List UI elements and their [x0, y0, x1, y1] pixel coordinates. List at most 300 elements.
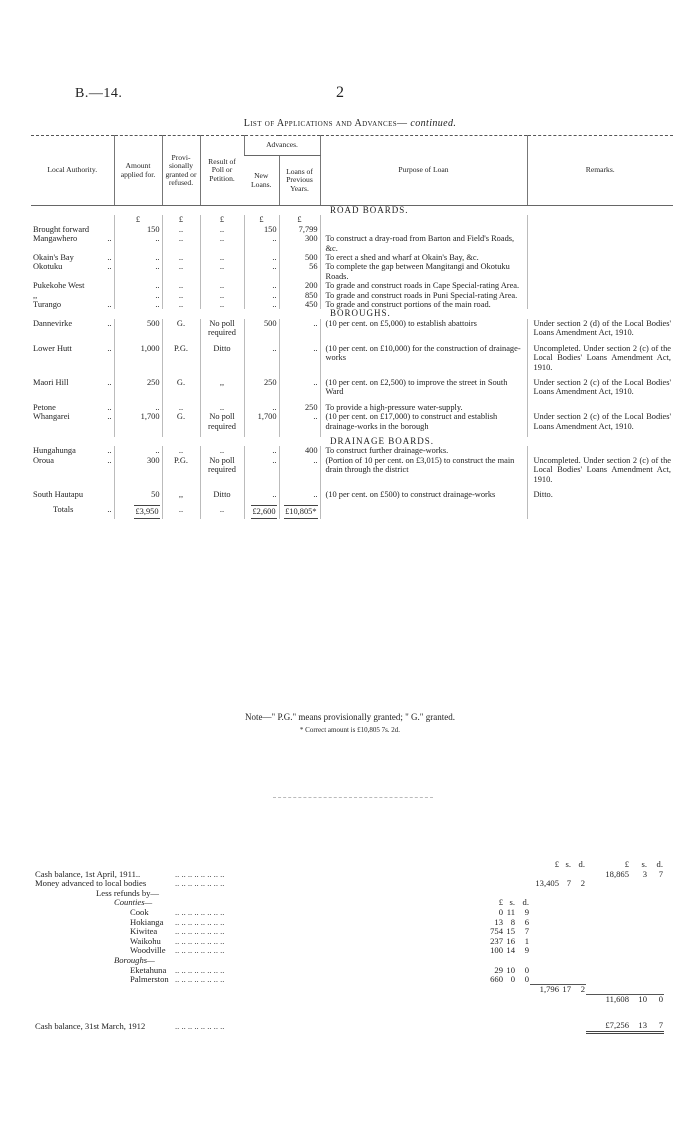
amount-cell: ..	[114, 234, 162, 253]
authority-name: South Hautapu	[33, 489, 84, 499]
table-row	[31, 403, 673, 412]
cash-label: Counties—	[114, 897, 153, 908]
amount-pence	[572, 918, 586, 928]
col-provisionally: Provi-sionally granted or refused.	[162, 136, 200, 206]
currency-spacer	[31, 215, 114, 224]
amount-pence: 9	[524, 945, 529, 956]
amount-pence: 7	[648, 1021, 664, 1032]
currency-symbol: £	[244, 215, 279, 224]
remarks-cell: Ditto.	[527, 490, 673, 499]
amount-shillings	[630, 908, 648, 918]
amount-pounds	[586, 889, 630, 899]
new-loans-cell: ..	[244, 490, 279, 499]
authority-cell	[31, 412, 114, 431]
authority-cell	[31, 378, 114, 397]
amount-pounds: £7,256	[586, 1021, 630, 1032]
provisional-cell: ..	[162, 403, 200, 412]
spacer-cell	[560, 1005, 572, 1021]
amount-shillings: 8	[510, 916, 515, 927]
spacer-cell	[516, 1005, 530, 1021]
amount-shillings	[560, 966, 572, 976]
purpose-cell: To grade and construct roads in Puni Special-rating Area.	[320, 291, 527, 300]
amount-pounds	[586, 985, 630, 995]
leader-dots: .. .. .. .. .. .. .. ..	[175, 869, 225, 879]
cash-label: Cook	[130, 906, 149, 917]
authority-cell	[31, 446, 114, 455]
boroughs-label-row	[34, 956, 664, 966]
amount-pounds	[586, 946, 630, 956]
authority-name: Dannevirke	[33, 318, 73, 328]
col-amount-applied: Amount applied for.	[114, 136, 162, 206]
amount-pence	[648, 956, 664, 966]
cash-label: Waikohu	[130, 935, 161, 946]
spacer-cell	[476, 1005, 504, 1021]
county-refund-row	[34, 937, 664, 947]
table-row	[31, 291, 673, 300]
list-title-continued: continued.	[410, 118, 457, 129]
amount-pounds	[586, 937, 630, 947]
amount-shillings	[630, 966, 648, 976]
amount-pounds: £	[624, 859, 629, 869]
county-refund-row	[34, 918, 664, 928]
amount-pounds: £	[498, 897, 503, 908]
amount-pounds	[586, 927, 630, 937]
amount-shillings: 10	[506, 964, 515, 975]
provisional-cell: P.G.	[162, 456, 200, 484]
amount-pence	[516, 985, 530, 995]
leader-dots: ..	[107, 343, 112, 353]
authority-name: Hungahunga	[33, 446, 76, 456]
totals-spacer	[320, 505, 527, 518]
authority-name: Mangawhero	[33, 234, 78, 244]
purpose-cell: To construct further drainage-works.	[320, 446, 527, 455]
authority-name: Okotuku	[33, 262, 63, 272]
amount-pounds	[476, 985, 504, 995]
amount-shillings: 14	[506, 945, 515, 956]
amount-shillings	[630, 879, 648, 889]
amount-cell: ..	[114, 253, 162, 262]
amount-shillings: s.	[641, 859, 647, 869]
leader-dots: ..	[107, 377, 112, 387]
totals-amount-cell	[114, 505, 162, 518]
provisional-cell: ..	[162, 300, 200, 309]
leader-dots: ..	[107, 446, 112, 456]
remarks-cell: Under section 2 (d) of the Local Bodies' Loans Amendment Act, 1910.	[527, 319, 673, 338]
authority-name: Turango	[33, 300, 62, 310]
section-title: BOROUGHS.	[330, 308, 391, 319]
previous-loans-cell: 250	[279, 403, 320, 412]
leader-dots: .. .. .. .. .. .. .. ..	[175, 917, 225, 927]
amount-shillings: 13	[630, 1021, 648, 1032]
amount-shillings	[560, 956, 572, 966]
spacer-cell	[530, 1005, 560, 1021]
amount-pounds	[586, 956, 630, 966]
leader-dots: ..	[107, 300, 112, 310]
result-cell: No poll required	[200, 456, 244, 484]
amount-pounds	[530, 995, 560, 1005]
col-result-poll: Result of Poll or Petition.	[200, 136, 244, 206]
amount-shillings	[630, 918, 648, 928]
purpose-cell: (10 per cent. on £5,000) to establish abattoirs	[320, 319, 527, 338]
amount-shillings	[504, 995, 516, 1005]
authority-cell	[31, 344, 114, 372]
provisional-cell: ..	[162, 281, 200, 290]
remarks-cell	[527, 225, 673, 234]
amount-pence	[572, 995, 586, 1005]
cash-account-table	[34, 860, 664, 1034]
result-cell: ..	[200, 281, 244, 290]
amount-pence	[648, 898, 664, 908]
leader-dots: .. .. .. .. .. .. .. ..	[175, 975, 225, 985]
remarks-cell: Under section 2 (c) of the Local Bodies' Loans Amendment Act, 1910.	[527, 412, 673, 431]
list-title-main: List of Applications and Advances—	[243, 118, 408, 129]
col-loans-previous: Loans of Previous Years.	[279, 156, 320, 206]
cash-spacer-row	[34, 1005, 664, 1021]
previous-loans-cell: 200	[279, 281, 320, 290]
result-cell: ..	[200, 291, 244, 300]
section-heading-row	[31, 309, 673, 318]
amount-pence	[516, 870, 530, 880]
totals-new-cell	[244, 505, 279, 518]
amount-shillings	[560, 918, 572, 928]
previous-loans-cell: ..	[279, 456, 320, 484]
previous-loans-cell: ..	[279, 344, 320, 372]
remarks-cell	[527, 446, 673, 455]
authority-name: Okain's Bay	[33, 253, 74, 263]
amount-shillings	[560, 995, 572, 1005]
amount-shillings	[560, 927, 572, 937]
result-cell: No poll required	[200, 319, 244, 338]
purpose-cell: To grade and construct portions of the main road.	[320, 300, 527, 309]
amount-shillings: 17	[560, 985, 572, 995]
result-cell: Ditto	[200, 344, 244, 372]
amount-pence: 2	[580, 878, 585, 889]
result-cell: No poll required	[200, 412, 244, 431]
amount-pence	[572, 937, 586, 947]
amount-shillings	[630, 985, 648, 995]
cash-label: Eketahuna	[130, 964, 167, 975]
spacer-cell	[504, 1005, 516, 1021]
purpose-cell: (10 per cent. on £2,500) to improve the street in South Ward	[320, 378, 527, 397]
authority-name: Whangarei	[33, 412, 70, 422]
section-divider	[273, 797, 433, 798]
amount-pounds	[586, 975, 630, 985]
amount-shillings: 11	[506, 906, 515, 917]
new-loans-cell: ..	[244, 253, 279, 262]
totals-label-cell	[31, 505, 114, 518]
amount-shillings: 10	[630, 995, 648, 1005]
result-cell: ..	[200, 234, 244, 253]
remarks-cell	[527, 300, 673, 309]
remarks-cell	[527, 234, 673, 253]
new-loans-cell: ..	[244, 403, 279, 412]
amount-pounds: 1,796	[530, 985, 560, 995]
amount-pence	[648, 918, 664, 928]
purpose-cell: (10 per cent. on £10,000) for the construction of drainage-works	[320, 344, 527, 372]
amount-cell: ..	[114, 291, 162, 300]
leader-dots: ..	[107, 455, 112, 465]
amount-pounds	[476, 860, 504, 870]
amount-pence	[648, 937, 664, 947]
totals-spacer	[527, 505, 673, 518]
table-row	[31, 262, 673, 281]
table-row	[31, 319, 673, 338]
new-loans-cell: ..	[244, 281, 279, 290]
currency-symbol: £	[279, 215, 320, 224]
totals-new: £2,600	[251, 505, 276, 518]
list-title	[0, 118, 700, 129]
amount-pence: 0	[648, 995, 664, 1005]
amount-pence: d.	[522, 897, 529, 908]
leader-dots: ..	[107, 402, 112, 412]
county-refund-row	[34, 908, 664, 918]
counties-label-row	[34, 898, 664, 908]
amount-pence: 6	[524, 916, 529, 927]
amount-pence	[648, 879, 664, 889]
authority-name: Lower Hutt	[33, 343, 72, 353]
purpose-cell: (Portion of 10 per cent. on £3,015) to construct the main drain through the district	[320, 456, 527, 484]
leader-dots	[174, 860, 476, 870]
amount-pounds: 11,608	[586, 995, 630, 1005]
closing-balance-row	[34, 1021, 664, 1032]
leader-dots: .. .. .. .. .. .. .. ..	[175, 879, 225, 889]
series-reference: B.—14.	[75, 86, 123, 101]
previous-loans-cell: ..	[279, 412, 320, 431]
remarks-cell	[527, 253, 673, 262]
amount-cell: ..	[114, 446, 162, 455]
new-loans-cell: 500	[244, 319, 279, 338]
totals-row	[31, 505, 673, 518]
leader-dots	[174, 898, 476, 908]
remarks-cell: Uncompleted. Under section 2 (c) of the Local Bodies' Loans Amendment Act, 1910.	[527, 344, 673, 372]
amount-pence: 0	[524, 974, 529, 985]
amount-pounds	[530, 946, 560, 956]
new-loans-cell: ..	[244, 446, 279, 455]
amount-pence	[572, 908, 586, 918]
leader-dots: .. .. .. .. .. .. .. ..	[175, 936, 225, 946]
leader-dots	[174, 985, 476, 995]
table-row	[31, 490, 673, 499]
amount-pounds	[586, 908, 630, 918]
leader-dots: ..	[107, 505, 112, 515]
amount-shillings: 16	[506, 935, 515, 946]
amount-pence	[572, 946, 586, 956]
spacer-cell	[572, 1005, 586, 1021]
amount-cell: 1,700	[114, 412, 162, 431]
amount-pounds: 13,405	[535, 878, 559, 889]
amount-pounds	[586, 879, 630, 889]
provisional-cell: ..	[162, 291, 200, 300]
amount-pence: 1	[524, 935, 529, 946]
authority-cell	[31, 403, 114, 412]
provisional-cell: ,,	[162, 490, 200, 499]
table-row	[31, 446, 673, 455]
amount-pence: 7	[524, 926, 529, 937]
refund-total-row	[34, 985, 664, 995]
table-row	[31, 378, 673, 397]
currency-spacer	[527, 215, 673, 224]
amount-pounds	[586, 898, 630, 908]
table-footnote: * Correct amount is £10,805 7s. 2d.	[299, 726, 401, 734]
amount-pounds: 18,865	[605, 868, 629, 879]
authority-cell	[31, 225, 114, 234]
col-advances: Advances.	[244, 136, 320, 156]
amount-pence	[516, 1021, 530, 1032]
previous-loans-cell: 400	[279, 446, 320, 455]
cash-label: Less refunds by—	[96, 887, 160, 898]
remarks-cell	[527, 262, 673, 281]
amount-pounds	[476, 879, 504, 889]
authority-cell	[31, 253, 114, 262]
purpose-cell: To construct a dray-road from Barton and Field's Roads, &c.	[320, 234, 527, 253]
amount-pounds	[476, 995, 504, 1005]
new-loans-cell: 250	[244, 378, 279, 397]
provisional-cell: ..	[162, 446, 200, 455]
provisional-cell: ..	[162, 234, 200, 253]
result-cell: ,,	[200, 378, 244, 397]
amount-shillings	[560, 898, 572, 908]
amount-pounds	[476, 870, 504, 880]
net-row	[34, 995, 664, 1005]
new-loans-cell: 1,700	[244, 412, 279, 431]
amount-pounds	[530, 966, 560, 976]
amount-pence	[572, 966, 586, 976]
cash-label: Money advanced to local bodies	[35, 878, 147, 889]
amount-shillings	[630, 975, 648, 985]
amount-pounds: 754	[490, 926, 503, 937]
previous-loans-cell: 500	[279, 253, 320, 262]
authority-cell	[31, 281, 114, 290]
totals-label: Totals	[53, 505, 74, 515]
amount-pounds: 237	[490, 935, 503, 946]
currency-symbol: £	[200, 215, 244, 224]
remarks-cell	[527, 291, 673, 300]
amount-pence	[572, 1021, 586, 1032]
provisional-cell: ..	[162, 253, 200, 262]
amount-pence: 0	[524, 964, 529, 975]
purpose-cell: To erect a shed and wharf at Okain's Bay, &c.	[320, 253, 527, 262]
provisional-cell: P.G.	[162, 344, 200, 372]
amount-cell: 500	[114, 319, 162, 338]
table-row	[31, 412, 673, 431]
amount-cell: ..	[114, 300, 162, 309]
amount-pence	[648, 946, 664, 956]
amount-shillings: 7	[566, 878, 571, 889]
amount-pence: 7	[658, 868, 663, 879]
result-cell: ..	[200, 300, 244, 309]
leader-dots: ..	[107, 318, 112, 328]
amount-shillings	[560, 908, 572, 918]
amount-shillings	[630, 889, 648, 899]
amount-shillings	[504, 879, 516, 889]
section-spacer	[31, 206, 320, 216]
cash-label	[34, 985, 174, 995]
amount-pounds	[530, 937, 560, 947]
amount-cell: 50	[114, 490, 162, 499]
amount-shillings	[560, 1021, 572, 1032]
authority-cell	[31, 319, 114, 338]
leader-dots: .. .. .. .. .. .. .. ..	[175, 946, 225, 956]
spacer-cell	[586, 1005, 630, 1021]
amount-pounds	[586, 918, 630, 928]
amount-shillings	[630, 937, 648, 947]
amount-pence	[648, 966, 664, 976]
amount-shillings: s.	[565, 859, 571, 869]
amount-pence: d.	[656, 859, 663, 869]
amount-pounds: 29	[494, 964, 503, 975]
amount-cell: 250	[114, 378, 162, 397]
amount-shillings	[630, 946, 648, 956]
new-loans-cell: ..	[244, 234, 279, 253]
amount-shillings	[560, 889, 572, 899]
col-local-authority: Local Authority.	[31, 136, 114, 206]
leader-dots: .. .. .. .. .. .. .. ..	[175, 907, 225, 917]
purpose-cell: To grade and construct roads in Cape Special-rating Area.	[320, 281, 527, 290]
amount-pence	[648, 975, 664, 985]
section-spacer	[31, 437, 320, 446]
totals-amount: £3,950	[134, 505, 159, 518]
remarks-cell	[527, 281, 673, 290]
amount-pounds	[586, 966, 630, 976]
purpose-cell: (10 per cent. on £500) to construct drainage-works	[320, 490, 527, 499]
table-row	[31, 456, 673, 484]
leader-dots	[174, 956, 476, 966]
amount-shillings: 15	[506, 926, 515, 937]
amount-pence	[648, 908, 664, 918]
totals-prev-cell	[279, 505, 320, 518]
new-loans-cell: ..	[244, 344, 279, 372]
section-spacer	[527, 437, 673, 446]
section-title: DRAINAGE BOARDS.	[330, 435, 435, 446]
amount-cell: ..	[114, 403, 162, 412]
amount-cell: 300	[114, 456, 162, 484]
spacer-cell	[630, 1005, 648, 1021]
provisional-cell: G.	[162, 412, 200, 431]
amount-pounds: 100	[490, 945, 503, 956]
section-spacer	[527, 206, 673, 216]
totals-result: ..	[200, 505, 244, 518]
authority-name: Maori Hill	[33, 377, 69, 387]
previous-loans-cell: 300	[279, 234, 320, 253]
amount-pounds	[476, 1021, 504, 1032]
leader-dots: .. .. .. .. .. .. .. ..	[175, 965, 225, 975]
amount-pounds: 0	[498, 906, 503, 917]
section-heading-row	[31, 437, 673, 446]
amount-pounds: 660	[490, 974, 503, 985]
remarks-cell: Under section 2 (c) of the Local Bodies' Loans Amendment Act, 1910.	[527, 378, 673, 397]
amount-pence	[648, 889, 664, 899]
authority-cell	[31, 456, 114, 484]
currency-symbol: £	[162, 215, 200, 224]
amount-pounds	[530, 1021, 560, 1032]
purpose-cell: To complete the gap between Mangitangi and Okotuku Roads.	[320, 262, 527, 281]
result-cell: ..	[200, 262, 244, 281]
new-loans-cell: ..	[244, 262, 279, 281]
leader-dots	[174, 889, 476, 899]
amount-pounds	[530, 889, 560, 899]
cash-label: Woodville	[130, 945, 166, 956]
table-row	[31, 234, 673, 253]
amount-shillings	[560, 946, 572, 956]
currency-symbol: £	[114, 215, 162, 224]
authority-cell	[31, 300, 114, 309]
provisional-cell: ..	[162, 225, 200, 234]
result-cell: ..	[200, 253, 244, 262]
table-row	[31, 281, 673, 290]
previous-loans-cell: ..	[279, 378, 320, 397]
section-title: ROAD BOARDS.	[330, 205, 409, 215]
purpose-cell	[320, 225, 527, 234]
